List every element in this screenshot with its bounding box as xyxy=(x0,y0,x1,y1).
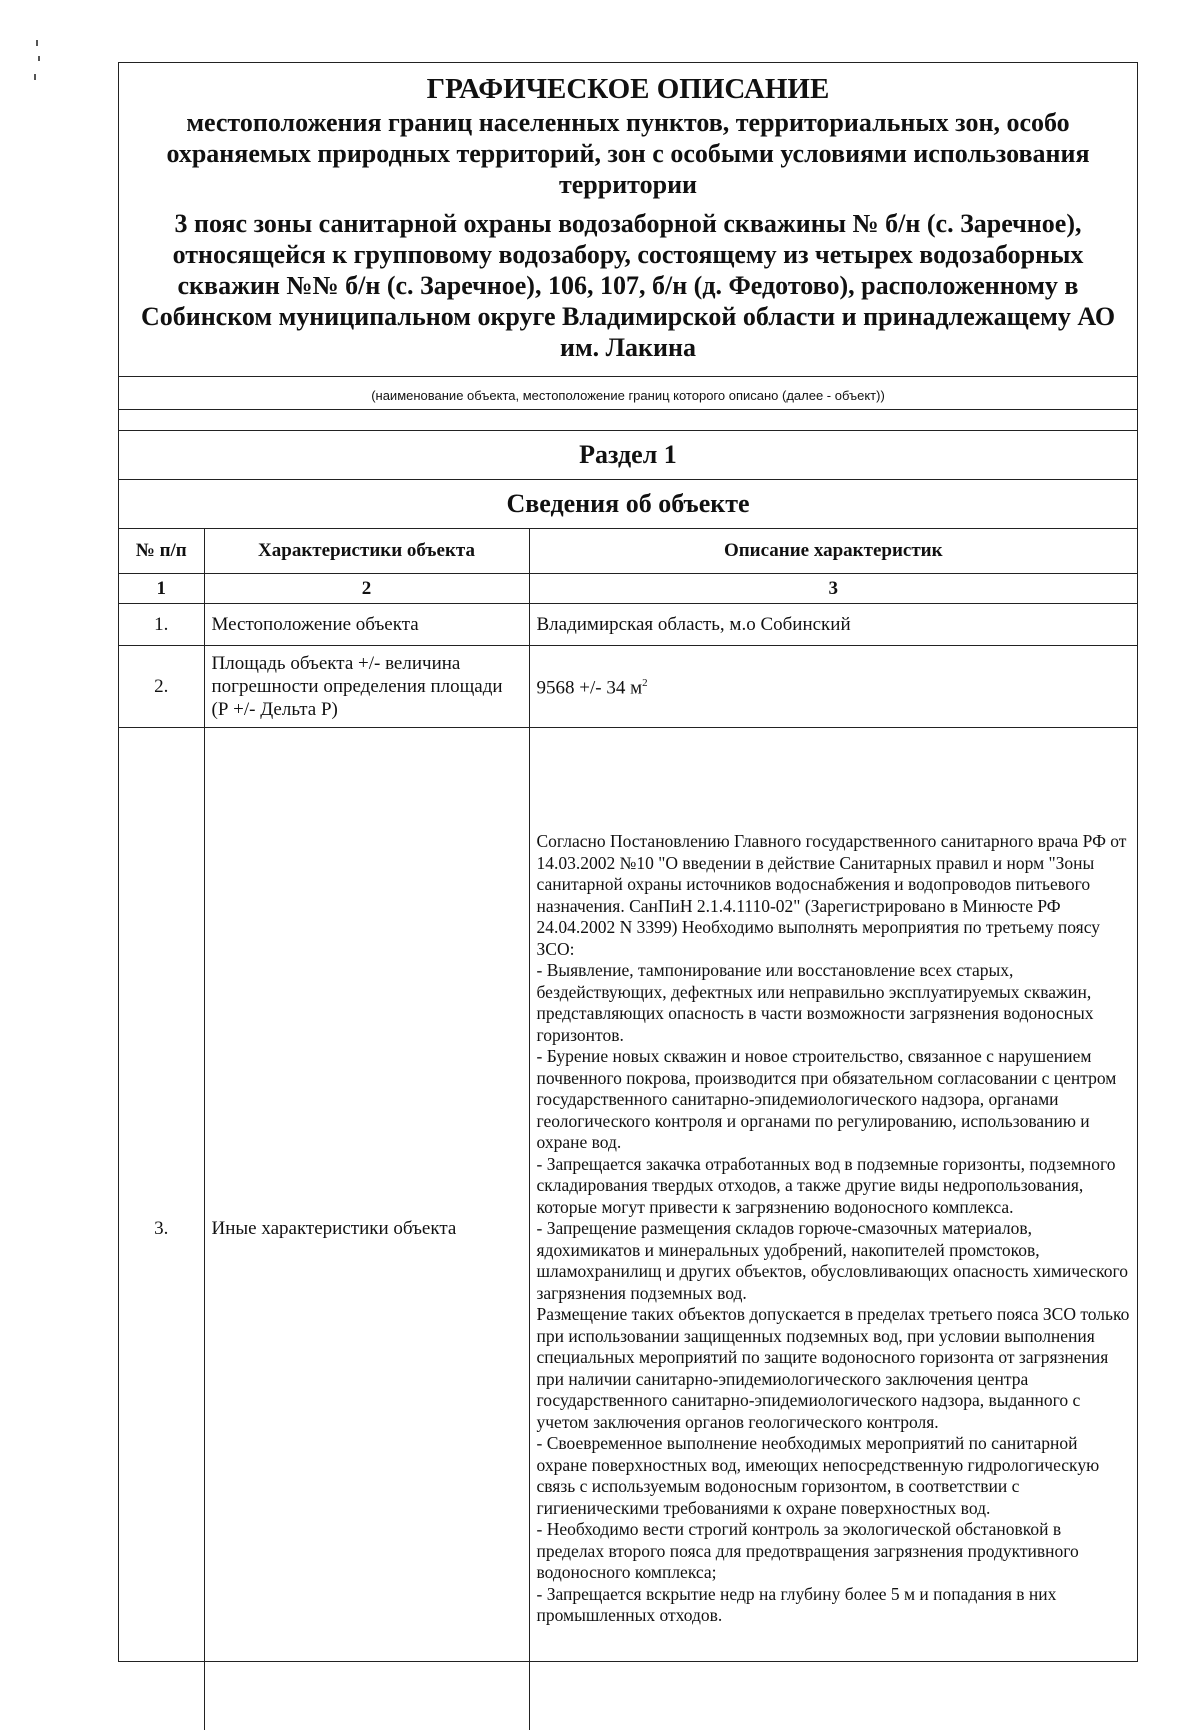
row-description: Согласно Постановлению Главного государственного санитарного врача РФ от 14.03.2002 №10 "О введении в действие Санитарных правил и норм "Зоны санитарной охраны источников водоснабжения и водопроводов питьевого назначения. СанПиН 2.1.4.1110-02" (Зарегистрировано в Минюсте РФ 24.04.2002 N 3399) Необходимо выполнять мероприятия по третьему поясу ЗСО: - Выявление, тампонирование или восстановление всех старых, бездействующих, дефектных или неправильно эксплуатируемых скважин, представляющих опасность в части возможности загрязнения водоносных горизонтов. - Бурение новых скважин и новое строительство, связанное с нарушением почвенного покрова, производится при обязательном согласовании с центром государственного санитарно-эпидемиологического надзора, органами геологического контроля и органами по регулированию, использованию и охране вод. - Запрещается закачка отработанных вод в подземные горизонты, подземного складирования твердых отходов, а также другие виды недропользования, которые могут привести к загрязнению водоносного комплекса. - Запрещение размещения складов горюче-смазочных материалов, ядохимикатов и минеральных удобрений, накопителей промстоков, шламохранилищ и других объектов, обусловливающих опасность химического загрязнения подземных вод. Размещение таких объектов допускается в пределах третьего пояса ЗСО только при использовании защищенных подземных вод, при условии выполнения специальных мероприятий по защите водоносного горизонта от загрязнения при наличии санитарно-эпидемиологического заключения центра государственного санитарно-эпидемиологического надзора, выданного с учетом заключения органов геологического контроля. - Своевременное выполнение необходимых мероприятий по санитарной охране поверхностных вод, имеющих непосредственную гидрологическую связь с используемым водоносным горизонтом, в соответствии с гигиеническими требованиями к охране поверхностных вод. - Необходимо вести строгий контроль за экологической обстановкой в пределах второго пояса для предотвращения загрязнения продуктивного водоносного комплекса; - Запрещается вскрытие недр на глубину более 5 м и попадания в них промышленных отходов. xyxy=(529,727,1137,1730)
column-number: 2 xyxy=(204,573,529,603)
row-number: 3. xyxy=(119,727,204,1730)
area-value: 9568 +/- 34 м xyxy=(536,677,643,699)
binding-mark xyxy=(34,74,36,80)
object-name: 3 пояс зоны санитарной охраны водозаборной скважины № б/н (с. Заречное), относящейся к групповому водозабору, состоящему из четырех водозаборных скважин №№ б/н (с. Заречное), 106, 107, б/н (д. Федотово), расположенному в Собинском муниципальном округе Владимирской области и принадлежащему АО им. Лакина xyxy=(140,209,1116,362)
column-numbers-row xyxy=(119,573,1137,603)
row-description xyxy=(529,645,1137,727)
table-header-row xyxy=(119,529,1137,573)
section-subtitle: Сведения об объекте xyxy=(119,480,1137,529)
row-characteristic: Площадь объекта +/- величина погрешности определения площади (Р +/- Дельта Р) xyxy=(204,645,529,727)
row-description: Владимирская область, м.о Собинский xyxy=(529,603,1137,645)
row-characteristic: Иные характеристики объекта xyxy=(204,727,529,1730)
object-caption: (наименование объекта, местоположение границ которого описано (далее - объект)) xyxy=(119,383,1137,410)
spacer xyxy=(119,410,1137,431)
column-number: 3 xyxy=(529,573,1137,603)
column-header: № п/п xyxy=(119,529,204,573)
binding-mark xyxy=(38,56,40,61)
row-characteristic: Местоположение объекта xyxy=(204,603,529,645)
column-header: Характеристики объекта xyxy=(204,529,529,573)
document-header xyxy=(119,63,1137,377)
binding-mark xyxy=(36,40,38,46)
document-frame xyxy=(118,62,1138,1662)
row-number: 1. xyxy=(119,603,204,645)
row-number: 2. xyxy=(119,645,204,727)
table-row xyxy=(119,727,1137,1730)
table-row xyxy=(119,603,1137,645)
column-header: Описание характеристик xyxy=(529,529,1137,573)
area-unit-power: 2 xyxy=(642,677,648,690)
object-info-table xyxy=(119,529,1137,1730)
section-title: Раздел 1 xyxy=(119,431,1137,480)
column-number: 1 xyxy=(119,573,204,603)
document-subtitle: местоположения границ населенных пунктов, территориальных зон, особо охраняемых природных территорий, зон с особыми условиями использования территории xyxy=(166,108,1090,199)
document-title: ГРАФИЧЕСКОЕ ОПИСАНИЕ xyxy=(426,73,830,105)
table-row xyxy=(119,645,1137,727)
